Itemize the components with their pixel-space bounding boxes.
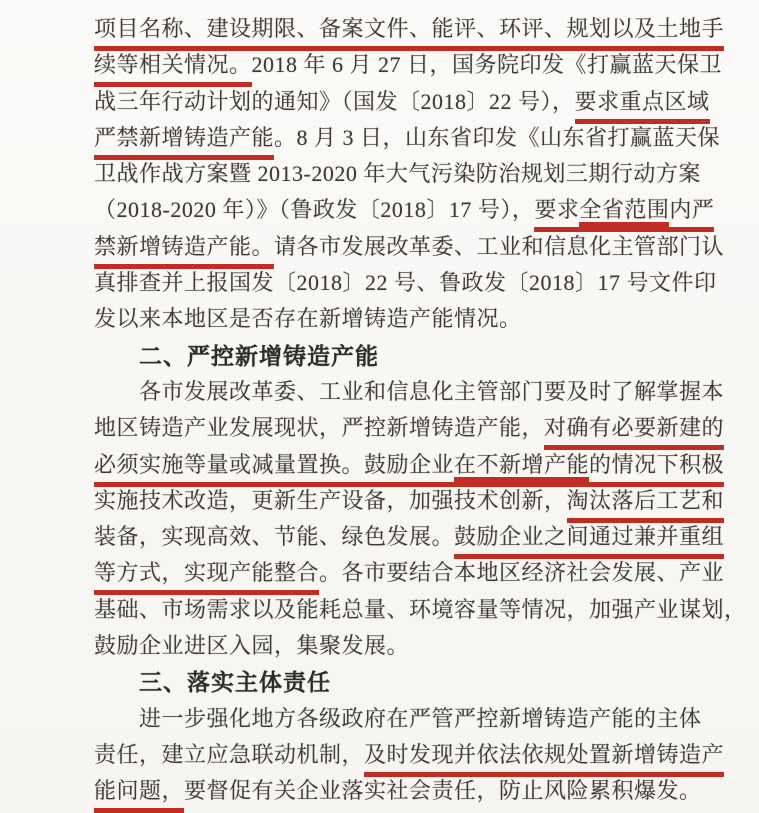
text-line xyxy=(94,519,725,555)
text-segment: 地区铸造产业发展现状，严控新增铸造产能， xyxy=(94,415,545,441)
text-segment: 要督促有关企业落实社会责任，防止风险累积爆发。 xyxy=(184,778,702,804)
text-line xyxy=(94,192,715,228)
text-line xyxy=(94,374,725,410)
text-segment: 鼓励企业进区入园，集聚发展。 xyxy=(94,633,410,659)
red-underlined-text: 淘汰落后工艺和 xyxy=(567,488,725,523)
red-underlined-text: 鼓励企业之间通过兼并重组 xyxy=(454,524,724,559)
text-line xyxy=(94,229,725,265)
red-underlined-text: 要求重点区域 xyxy=(575,89,710,124)
red-underlined-text: 禁新增铸造产能。 xyxy=(94,234,274,269)
text-line xyxy=(94,555,725,591)
red-underlined-text: 等方式，实现产能整合 xyxy=(94,560,319,595)
section-heading xyxy=(94,664,707,700)
text-line xyxy=(94,447,725,483)
section-heading xyxy=(94,338,707,374)
red-underlined-text xyxy=(579,197,669,232)
text-line xyxy=(94,47,723,83)
text-segment: 。8 月 3 日，山东省印发《山东省打赢蓝天保 xyxy=(274,124,721,150)
text-segment: 二、严控新增铸造产能 xyxy=(139,342,379,369)
red-underlined-text: 能问题， xyxy=(94,778,184,813)
red-underlined-text: 要求 xyxy=(534,197,579,232)
text-line xyxy=(94,11,725,47)
text-line xyxy=(94,120,721,156)
text-segment: 2018 年 6 月 27 日，国务院印发《打赢蓝天保卫 xyxy=(251,52,723,78)
red-underlined-text: 内严 xyxy=(669,197,714,232)
text-line xyxy=(94,701,707,737)
text-line xyxy=(94,410,725,446)
text-line xyxy=(94,483,725,519)
text-segment: 进一步强化地方各级政府在严管严控新增铸造产能的主体 xyxy=(139,705,702,731)
text-segment: （2018-2020 年）》（鲁政发〔2018〕17 号）， xyxy=(94,197,535,223)
text-segment: 发以来本地区是否存在新增铸造产能情况。 xyxy=(94,306,522,332)
text-segment: 装备，实现高效、节能、绿色发展。 xyxy=(94,524,455,550)
red-double-underlined-text: 全省范围 xyxy=(579,197,669,227)
red-double-underlined-text: 在不新增产能 xyxy=(454,452,589,482)
text-segment: 基础、市场需求以及能耗总量、环境容量等情况，加强产业谋划， xyxy=(94,596,747,622)
red-underlined-text: 项目名称、建设期限、备案文件、能评、环评、规划以及土地手 xyxy=(94,16,724,51)
text-line xyxy=(94,773,707,809)
text-segment: 三、落实主体责任 xyxy=(139,669,331,696)
red-underlined-text: 必须实施等量或减量置换。鼓励企业 xyxy=(94,452,454,487)
text-segment: 真排查并上报国发〔2018〕22 号、鲁政发〔2018〕17 号文件印 xyxy=(94,270,717,296)
red-underlined-text: 严禁新增铸造产能 xyxy=(94,125,274,160)
text-line xyxy=(94,592,747,628)
red-underlined-text: 对确有必要新建的 xyxy=(544,415,724,450)
text-line xyxy=(94,265,717,301)
red-underlined-text xyxy=(454,452,589,487)
text-line xyxy=(94,737,725,773)
text-segment: 实施技术改造，更新生产设备，加强技术创新， xyxy=(94,487,567,513)
text-line xyxy=(94,301,707,337)
red-underlined-text: 续等相关情况。 xyxy=(94,52,252,87)
text-segment: 卫战作战方案暨 2013-2020 年大气污染防治规划三期行动方案 xyxy=(94,161,701,187)
text-line xyxy=(94,84,710,120)
text-segment: 。各市要结合本地区经济社会发展、产业 xyxy=(319,560,725,586)
text-line xyxy=(94,156,707,192)
text-segment: 责任，建立应急联动机制， xyxy=(94,741,365,767)
text-segment: 请各市发展改革委、工业和信息化主管部门认 xyxy=(274,233,725,259)
red-underlined-text: 及时发现并依法依规处置新增铸造产 xyxy=(364,742,724,777)
text-segment: 各市发展改革委、工业和信息化主管部门要及时了解掌握本 xyxy=(139,378,725,404)
red-underlined-text: 的情况下积极 xyxy=(589,452,724,487)
text-line xyxy=(94,628,707,664)
text-segment: 战三年行动计划的通知》（国发〔2018〕22 号）， xyxy=(94,88,575,114)
